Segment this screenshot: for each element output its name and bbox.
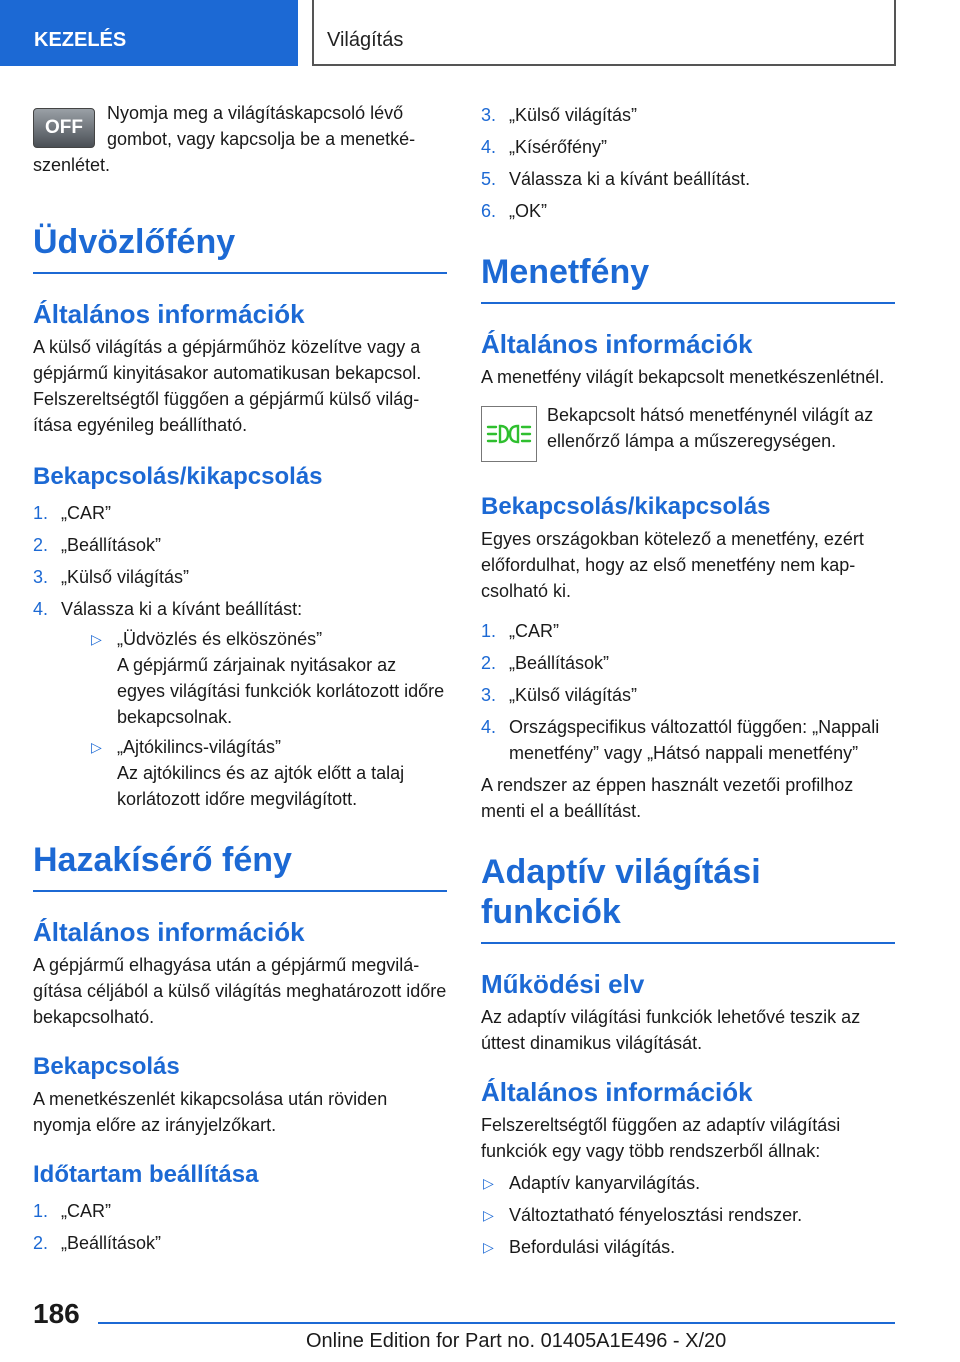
list-item: 2. „Beállítások”: [33, 535, 162, 555]
list-item: 4. „Kísérőfény”: [481, 137, 608, 157]
home-general-heading: Általános információk: [33, 917, 305, 947]
adaptive-heading: Adaptív világítási funkciók: [481, 852, 895, 944]
welcome-onoff-heading: Bekapcsolás/kikapcsolás: [33, 463, 323, 490]
welcome-light-heading: Üdvözlőfény: [33, 222, 447, 274]
list-item: 1. „CAR”: [33, 503, 111, 523]
home-on-heading: Bekapcsolás: [33, 1053, 180, 1080]
drl-general-heading: Általános információk: [481, 329, 753, 359]
intro-text-cont: szenlétet.: [33, 155, 111, 175]
page-number: 186: [33, 1298, 80, 1329]
drl-onoff-heading: Bekapcsolás/kikapcsolás: [481, 493, 771, 520]
list-item: ▷ Adaptív kanyarvilágítás.: [481, 1170, 895, 1196]
option-item: ▷ „Ajtókilincs-világítás” Az ajtókilincs és az ajtók előtt a talaj korlátozott időre megvilágított.: [89, 734, 447, 812]
drl-indicator: [481, 402, 895, 466]
section-tab: KEZELÉS: [0, 0, 298, 66]
triangle-bullet-icon: ▷: [91, 739, 102, 755]
home-light-heading: Hazakísérő fény: [33, 840, 447, 892]
list-item: 1. „CAR”: [481, 621, 559, 641]
welcome-general-heading: Általános információk: [33, 299, 305, 329]
drl-general-text: A menetfény világít bekapcsolt menetkészenlétnél.: [481, 367, 885, 387]
welcome-general-text: A külső világítás a gépjárműhöz közelítve vagy a gépjármű kinyitásakor automatikusan bekapcsol. Felszereltségtől függően a gépjármű külső világítása egyénileg beállítható.: [33, 337, 422, 435]
right-column: [481, 100, 895, 1266]
home-on-text: A menetkészenlét kikapcsolása után röviden nyomja előre az irányjelzőkart.: [33, 1089, 388, 1135]
drl-indicator-text: Bekapcsolt hátsó menetfénynél világít az ellenőrző lámpa a műszeregységen.: [547, 405, 874, 451]
home-duration-heading: Időtartam beállítása: [33, 1161, 259, 1188]
chapter-title: Világítás: [312, 0, 896, 66]
drl-heading: Menetfény: [481, 252, 895, 304]
list-item: ▷ Változtatható fényelosztási rendszer.: [481, 1202, 895, 1228]
list-item: 3. „Külső világítás”: [33, 567, 190, 587]
triangle-bullet-icon: ▷: [483, 1239, 494, 1255]
list-item: 1. „CAR”: [33, 1201, 111, 1221]
page-header: [0, 0, 960, 66]
list-item: 4. Válassza ki a kívánt beállítást: ▷ „Üdvözlés és elköszönés” A gépjármű zárjainak nyitásakor az egyes világítási funkciók korlátozott időre bekapcsolnak. ▷ „Ajtókilincs-világítás” Az ajtókilincs és az ajtók előtt a talaj korlátozott időre megvilágított.: [33, 596, 447, 812]
drl-steps: [481, 618, 895, 766]
list-item: 5. Válassza ki a kívánt beállítást.: [481, 169, 751, 189]
option-item: ▷ „Üdvözlés és elköszönés” A gépjármű zárjainak nyitásakor az egyes világítási funkciók korlátozott időre bekapcsolnak.: [89, 626, 447, 730]
list-item: ▷ Befordulási világítás.: [481, 1234, 895, 1260]
daytime-running-light-icon: [481, 406, 537, 462]
adaptive-general-text: Felszereltségtől függően az adaptív világítási funkciók egy vagy több rendszerből állnak:: [481, 1115, 841, 1161]
footer-divider: [98, 1322, 895, 1324]
edition-note: Online Edition for Part no. 01405A1E496 - X/20: [306, 1330, 727, 1352]
drl-profile-text: A rendszer az éppen használt vezetői profilhoz menti el a beállítást.: [481, 775, 854, 821]
adaptive-general-heading: Általános információk: [481, 1077, 753, 1107]
list-item: 6. „OK”: [481, 201, 547, 221]
triangle-bullet-icon: ▷: [483, 1175, 494, 1191]
list-item: 2. „Beállítások”: [481, 653, 610, 673]
home-duration-steps: [33, 1198, 447, 1256]
list-item: 4. Országspecifikus változattól függően: „Nappali menetfény” vagy „Hátsó nappali menetfény”: [481, 717, 880, 763]
list-item: 3. „Külső világítás”: [481, 105, 638, 125]
off-button-icon: OFF: [33, 108, 95, 148]
off-instruction: [33, 100, 447, 178]
list-item: 3. „Külső világítás”: [481, 685, 638, 705]
adaptive-principle-text: Az adaptív világítási funkciók lehetővé teszik az úttest dinamikus világítását.: [481, 1007, 861, 1053]
triangle-bullet-icon: ▷: [91, 631, 102, 647]
list-item: 2. „Beállítások”: [33, 1233, 162, 1253]
adaptive-principle-heading: Működési elv: [481, 969, 645, 999]
left-column: [33, 100, 447, 1262]
welcome-options: [89, 626, 447, 812]
triangle-bullet-icon: ▷: [483, 1207, 494, 1223]
home-general-text: A gépjármű elhagyása után a gépjármű megvilágítása céljából a külső világítás meghatározott időre bekapcsolható.: [33, 955, 447, 1027]
welcome-steps: [33, 500, 447, 812]
home-duration-steps-cont: [481, 102, 895, 224]
intro-text: Nyomja meg a világításkapcsoló lévő gombot, vagy kapcsolja be a menetké-: [107, 103, 416, 149]
drl-onoff-text: Egyes országokban kötelező a menetfény, ezért előfordulhat, hogy az első menetfény nem kapcsolható ki.: [481, 529, 864, 601]
adaptive-items: [481, 1170, 895, 1260]
